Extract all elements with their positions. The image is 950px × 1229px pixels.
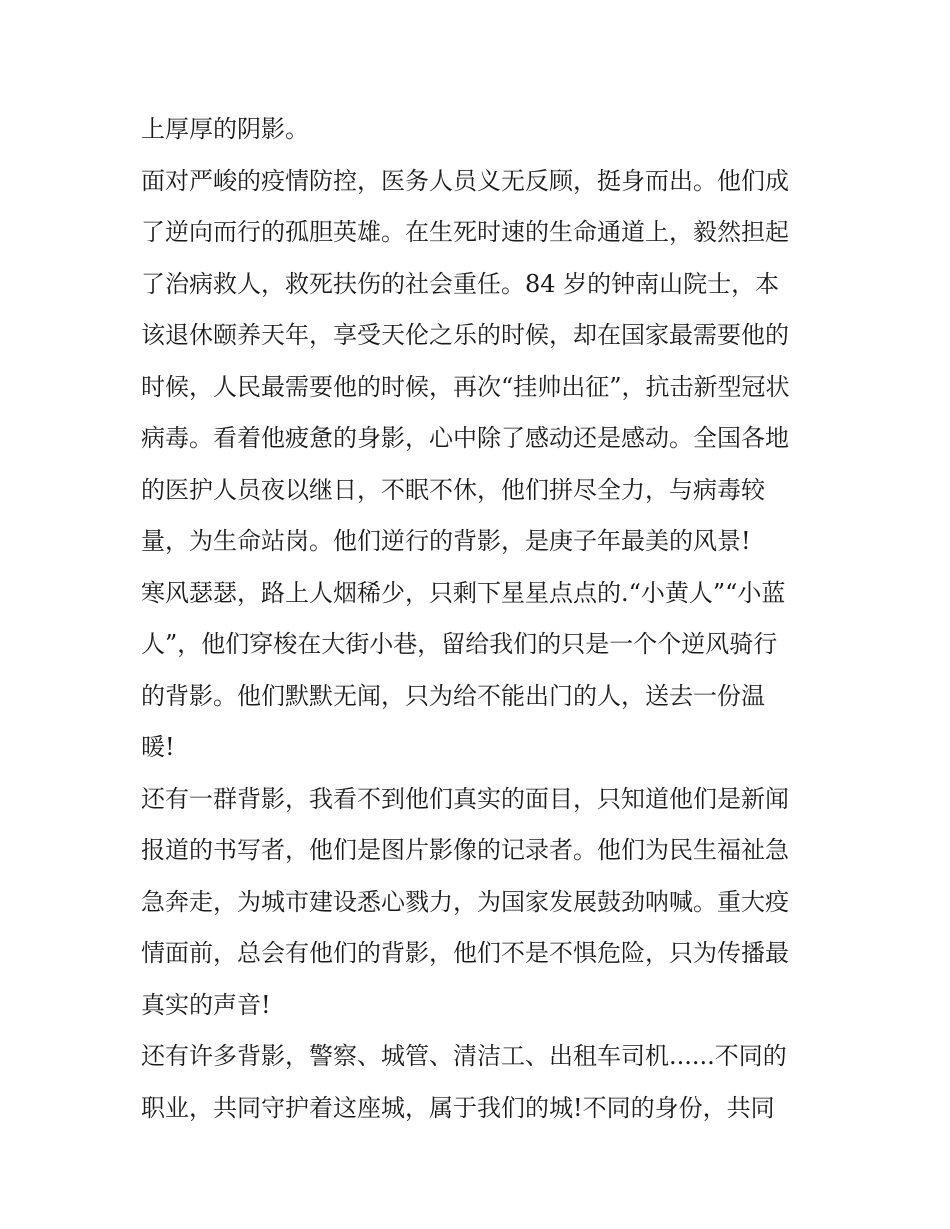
text-line: 还有一群背影，我看不到他们真实的面目，只知道他们是新闻	[141, 784, 789, 813]
text-line: 还有许多背影，警察、城管、清洁工、出租车司机......不同的	[141, 1042, 787, 1070]
text-line: 暖!	[141, 733, 175, 761]
text-line: 的医护人员夜以继日，不眠不休，他们拼尽全力，与病毒较	[141, 475, 765, 504]
text-line: 急奔走，为城市建设悉心戮力，为国家发展鼓劲呐喊。重大疫	[141, 887, 789, 916]
body-text	[141, 109, 821, 1139]
text-line: 时候，人民最需要他的时候，再次“挂帅出征”，抗击新型冠状	[141, 372, 790, 401]
text-line: 报道的书写者，他们是图片影像的记录者。他们为民生福祉急	[141, 836, 789, 864]
text-line: 真实的声音!	[141, 990, 271, 1019]
text-line: 职业，共同守护着这座城，属于我们的城!不同的身份，共同	[141, 1093, 775, 1122]
text-line: 寒风瑟瑟，路上人烟稀少，只剩下星星点点的.“小黄人”“小蓝	[141, 578, 786, 607]
text-line: 病毒。看着他疲惫的身影，心中除了感动还是感动。全国各地	[141, 424, 789, 452]
text-line: 该退休颐养天年，享受天伦之乐的时候，却在国家最需要他的	[141, 321, 789, 349]
text-line: 的背影。他们默默无闻，只为给不能出门的人，送去一份温	[141, 681, 765, 710]
text-line: 情面前，总会有他们的背影，他们不是不惧危险，只为传播最	[141, 939, 789, 967]
text-line: 了逆向而行的孤胆英雄。在生死时速的生命通道上，毅然担起	[141, 218, 789, 246]
text-line: 量，为生命站岗。他们逆行的背影，是庚子年最美的风景!	[141, 527, 751, 555]
text-line: 面对严峻的疫情防控，医务人员义无反顾，挺身而出。他们成	[141, 166, 789, 195]
text-line: 人”，他们穿梭在大街小巷，留给我们的只是一个个逆风骑行	[141, 630, 778, 658]
text-line: 上厚厚的阴影。	[141, 115, 309, 143]
text-line: 了治病救人，救死扶伤的社会重任。84 岁的钟南山院士，本	[141, 269, 780, 298]
